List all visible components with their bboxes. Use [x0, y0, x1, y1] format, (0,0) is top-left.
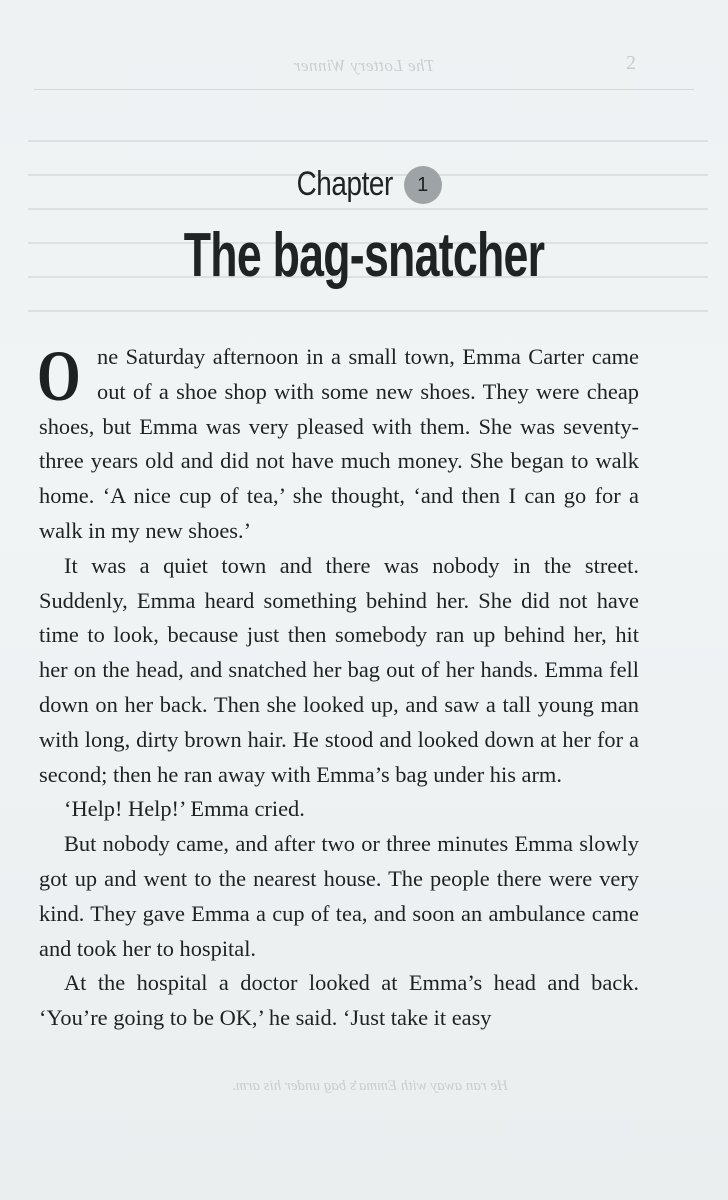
running-header-show-through — [0, 52, 728, 82]
body-text — [37, 336, 639, 1036]
paragraph: ‘Help! Help!’ Emma cried. — [64, 796, 305, 822]
chapter-number-badge: 1 — [404, 166, 442, 204]
paragraph: At the hospital a doctor looked at Emma’s head and back. ‘You’re going to be OK,’ he said. ‘Just take it easy — [39, 970, 639, 1031]
paragraph: It was a quiet town and there was nobody in the street. Suddenly, Emma heard something behind her. She did not have time to look, because just then somebody ran up behind her, hit her on the head, and snatched her bag out of her hands. Emma fell down on her back. Then she looked up, and saw a tall young man with long, dirty brown hair. He stood and looked down at her for a second; then he ran away with Emma’s bag under his arm. — [39, 552, 639, 787]
page-number: 2 — [626, 52, 636, 74]
illustration-caption-show-through: He ran away with Emma’s bag under his arm. — [232, 1078, 508, 1094]
paragraph: But nobody came, and after two or three minutes Emma slowly got up and went to the nearest house. The people there were very kind. They gave Emma a cup of tea, and soon an ambulance came and took her to hospital. — [39, 831, 639, 961]
paragraph — [37, 336, 639, 549]
paragraph-text: ne Saturday afternoon in a small town, Emma Carter came out of a shoe shop with some new shoes. They were cheap shoes, but Emma was very pleased with them. She was seventy-three years old and did not have much money. She began to walk home. ‘A nice cup of tea,’ she thought, ‘and then I can go for a walk in my new shoes.’ — [39, 344, 639, 543]
running-title: The Lottery Winner — [293, 56, 435, 75]
drop-cap: O — [37, 336, 81, 416]
header-rule — [34, 89, 694, 90]
chapter-heading — [0, 165, 728, 215]
chapter-title: The bag-snatcher — [183, 221, 545, 290]
chapter-label: Chapter — [296, 165, 394, 203]
